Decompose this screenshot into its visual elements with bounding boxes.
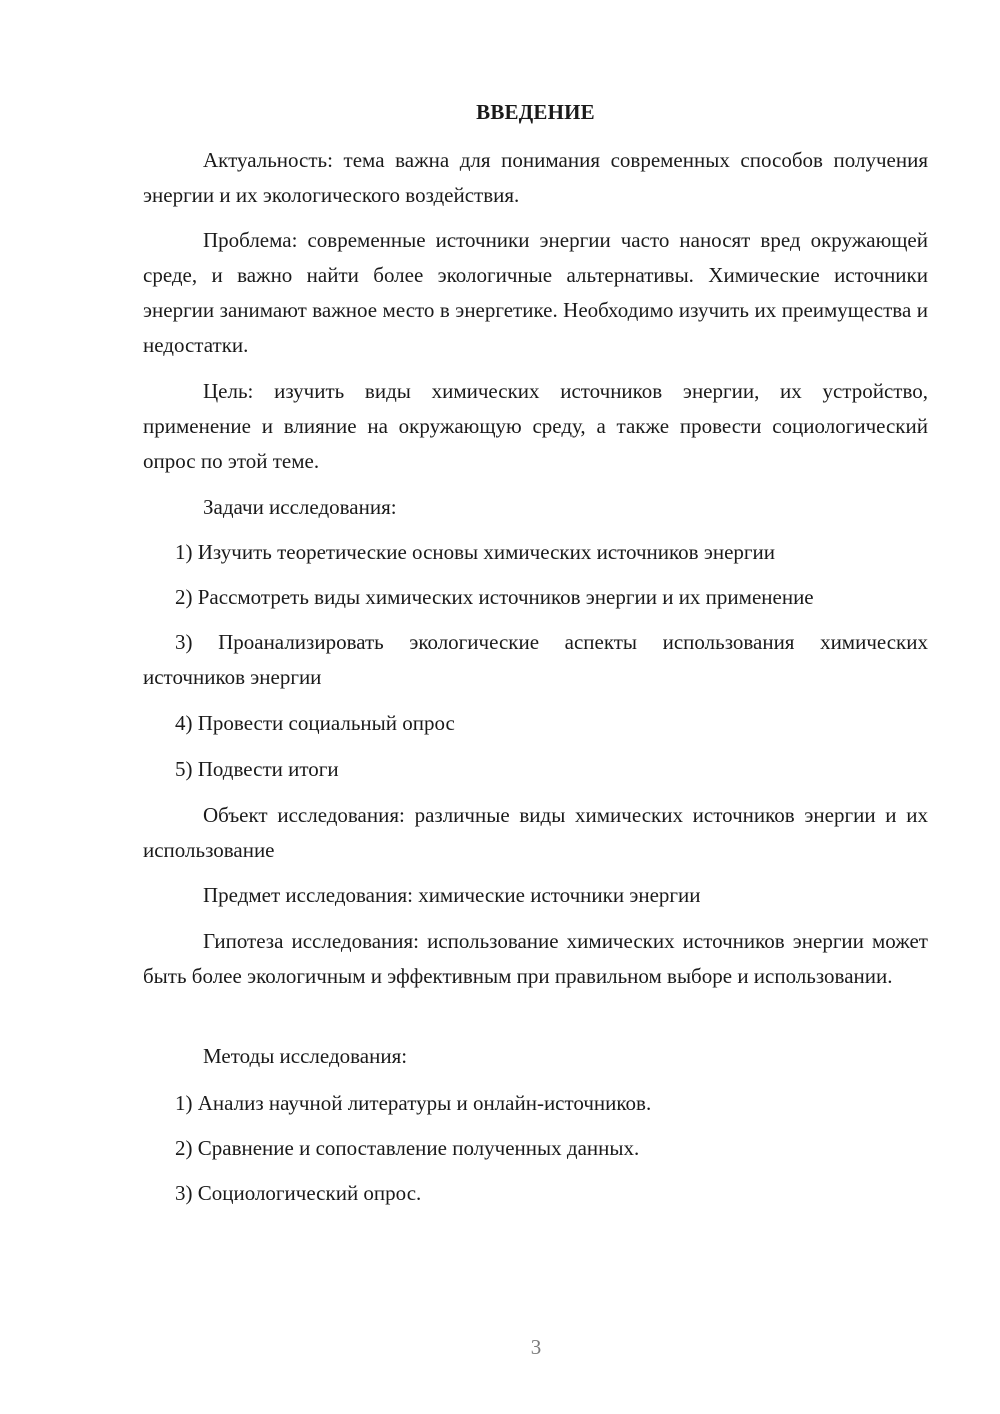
methods-title: Методы исследования: [203,1044,408,1068]
task-item-4: 4) Провести социальный опрос [175,711,455,735]
subject-paragraph: Предмет исследования: химические источники энергии [203,883,701,907]
task-item-5: 5) Подвести итоги [175,757,339,781]
task-item-1: 1) Изучить теоретические основы химических источников энергии [175,540,775,564]
method-item-3: 3) Социологический опрос. [175,1181,422,1205]
problem-paragraph: Проблема: современные источники энергии часто наносят вред окружающей среде, и важно найти более экологичные альтернативы. Химические источники энергии занимают важное место в энергетике. Необходимо изучить их преимущества и недостатки. [143,228,928,357]
method-item-2: 2) Сравнение и сопоставление полученных данных. [175,1136,640,1160]
relevance-paragraph: Актуальность: тема важна для понимания современных способов получения энергии и их экологического воздействия. [143,148,928,207]
hypothesis-paragraph: Гипотеза исследования: использование химических источников энергии может быть более экологичным и эффективным при правильном выборе и использовании. [143,929,928,988]
object-paragraph: Объект исследования: различные виды химических источников энергии и их использование [143,803,928,862]
task-item-3: 3) Проанализировать экологические аспекты использования химических источников энергии [143,630,928,689]
task-item-2: 2) Рассмотреть виды химических источников энергии и их применение [175,585,814,609]
page-number: 3 [530,1335,542,1359]
section-heading: ВВЕДЕНИЕ [476,100,595,124]
method-item-1: 1) Анализ научной литературы и онлайн-источников. [175,1091,652,1115]
tasks-title: Задачи исследования: [203,495,397,519]
goal-paragraph: Цель: изучить виды химических источников энергии, их устройство, применение и влияние на окружающую среду, а также провести социологический опрос по этой теме. [143,379,928,473]
